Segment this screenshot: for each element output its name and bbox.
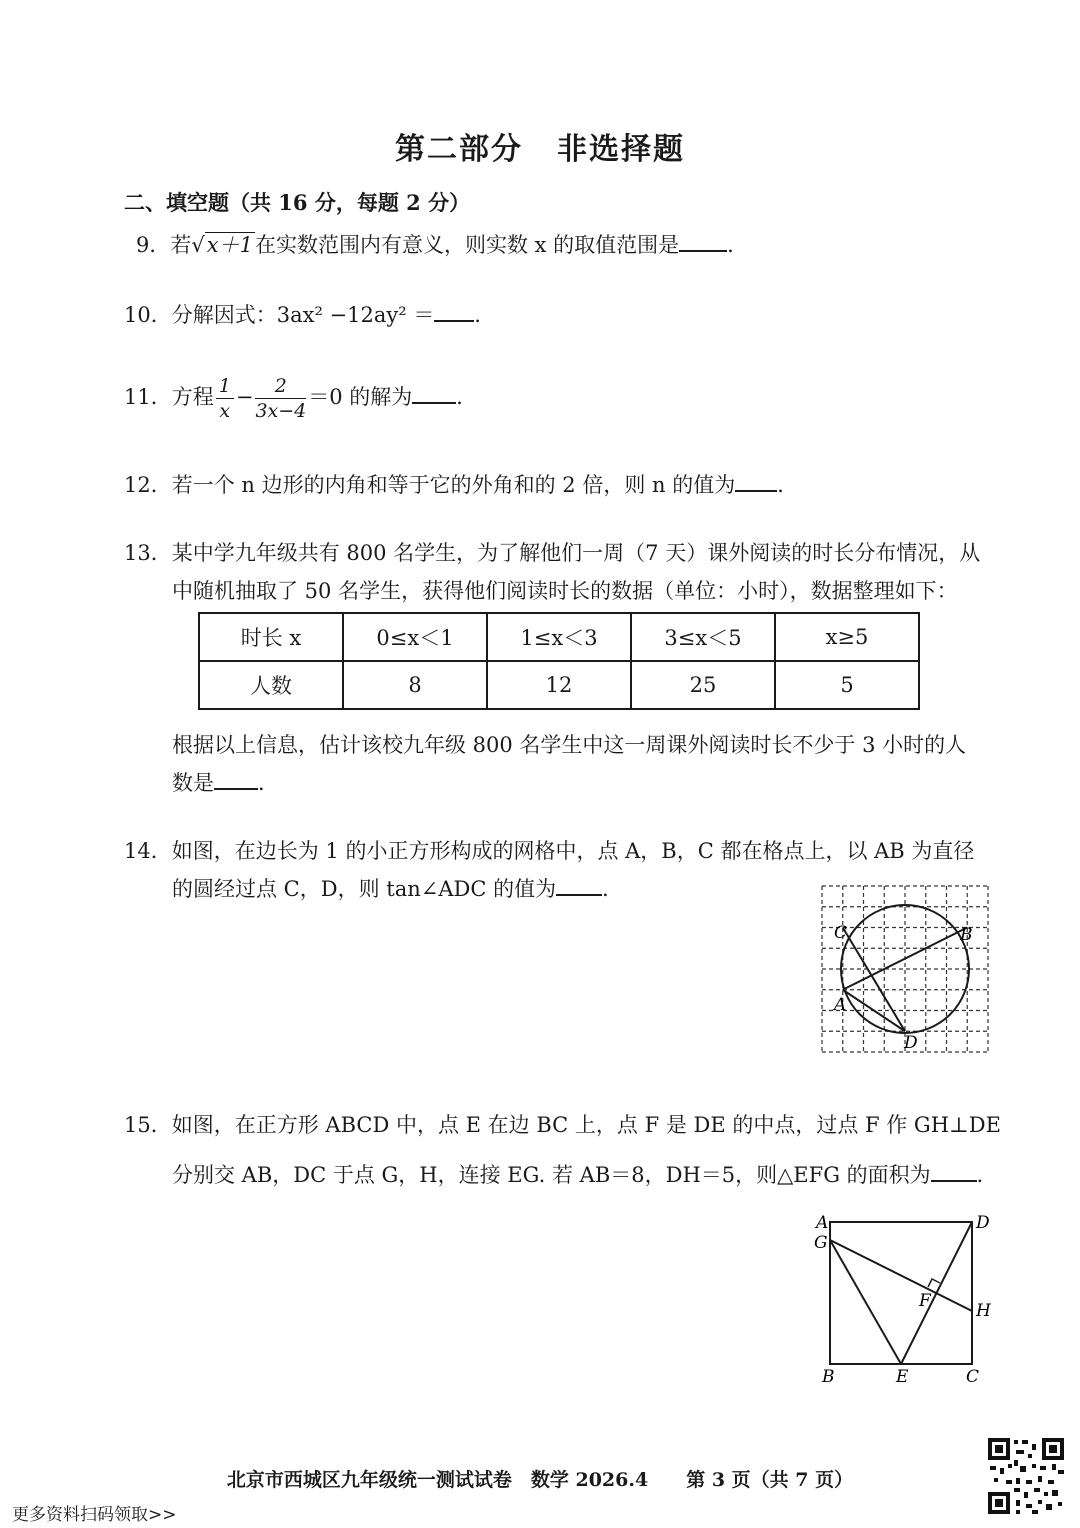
question-9: 9．若√x＋1在实数范围内有意义，则实数 x 的取值范围是 ． [136, 230, 748, 260]
right-angle-mark [928, 1279, 940, 1287]
q9-radicand: x＋1 [206, 233, 253, 257]
point-a-label: A [834, 995, 847, 1015]
fraction-2: $\frac{2}{3x-4}$ [255, 375, 307, 422]
table-cell: 人数 [199, 661, 343, 709]
q9-number: 9． [136, 233, 171, 257]
answer-blank[interactable] [735, 470, 777, 492]
question-15 [124, 1110, 1001, 1140]
answer-blank[interactable] [931, 1160, 977, 1182]
q12-end: ． [777, 473, 799, 497]
q10-number: 10． [124, 303, 172, 327]
q9-end: ． [727, 233, 749, 257]
table-cell: 8 [343, 661, 487, 709]
point-e-label: E [896, 1367, 909, 1387]
point-b-label: B [822, 1367, 835, 1387]
table-cell: x≥5 [775, 613, 919, 661]
section-heading: 二、填空题（共 16 分，每题 2 分） [124, 190, 471, 215]
answer-blank[interactable] [434, 300, 474, 322]
segment-cd [843, 928, 905, 1032]
table-cell: 3≤x＜5 [631, 613, 775, 661]
q15-end: ． [976, 1163, 998, 1187]
q11-pre: 方程 [171, 385, 214, 409]
question-11 [124, 374, 477, 423]
q13-line1: 某中学九年级共有 800 名学生，为了解他们一周（7 天）课外阅读的时长分布情况，从 [171, 541, 981, 565]
title-part1: 第二部分 [395, 132, 523, 167]
q13-number: 13． [124, 541, 172, 565]
reading-time-table [198, 612, 920, 710]
q11-text: ＝0 的解为 [308, 385, 413, 409]
q10-end: ． [474, 303, 496, 327]
q14-grid-figure [818, 882, 994, 1058]
point-f-label: F [919, 1291, 931, 1311]
q15-square-figure [812, 1208, 1002, 1388]
question-12 [124, 470, 798, 500]
point-c-label: C [966, 1367, 980, 1387]
answer-blank[interactable] [679, 230, 727, 252]
point-d-label: D [976, 1213, 990, 1233]
question-13 [124, 538, 980, 568]
q9-text: 在实数范围内有意义，则实数 x 的取值范围是 [254, 233, 680, 257]
table-cell: 0≤x＜1 [343, 613, 487, 661]
q15-line1: 如图，在正方形 ABCD 中，点 E 在边 BC 上，点 F 是 DE 的中点，过点 F 作 GH⊥DE [171, 1113, 1001, 1137]
q15-line2 [172, 1160, 998, 1190]
q14-line1: 如图，在边长为 1 的小正方形构成的网格中，点 A，B，C 都在格点上，以 AB 为直径 [171, 839, 975, 863]
answer-blank[interactable] [412, 382, 456, 404]
q14-line2 [172, 874, 623, 904]
page-footer: 北京市西城区九年级统一测试试卷 数学 2026.4 第 3 页（共 7 页） [226, 1469, 854, 1491]
table-cell: 时长 x [199, 613, 343, 661]
point-g-label: G [814, 1233, 828, 1253]
square-abcd [830, 1222, 972, 1364]
title-part2: 非选择题 [557, 132, 685, 167]
table-cell: 12 [487, 661, 631, 709]
q14-number: 14． [124, 839, 172, 863]
q14-line2-text: 的圆经过点 C，D，则 tan∠ADC 的值为 [172, 877, 557, 901]
q11-end: ． [456, 385, 478, 409]
q13-end: ． [258, 771, 279, 795]
q9-pre: 若 [170, 233, 192, 257]
point-h-label: H [976, 1301, 991, 1321]
answer-blank[interactable] [214, 768, 258, 790]
q13-line4-text: 数是 [172, 771, 214, 795]
q13-line2: 中随机抽取了 50 名学生，获得他们阅读时长的数据（单位：小时），数据整理如下： [172, 579, 958, 603]
point-d-label: D [904, 1033, 918, 1053]
grid-lines [822, 886, 988, 1052]
point-a-label: A [816, 1213, 829, 1233]
more-resources-link[interactable]: 更多资料扫码领取>> [12, 1505, 177, 1525]
q15-number: 15． [124, 1113, 172, 1137]
fraction-1: $\frac{1}{x}$ [216, 374, 234, 423]
q15-line2-text: 分别交 AB，DC 于点 G，H，连接 EG. 若 AB＝8，DH＝5，则△EFG 的面积为 [172, 1163, 931, 1187]
question-14 [124, 836, 974, 866]
q13-line3: 根据以上信息，估计该校九年级 800 名学生中这一周课外阅读时长不少于 3 小时的人 [172, 733, 967, 757]
q11-minus: − [235, 385, 254, 409]
q14-end: ． [602, 877, 624, 901]
table-cell: 1≤x＜3 [487, 613, 631, 661]
q13-line4 [172, 768, 279, 798]
q10-text: 分解因式：3ax² −12ay² ＝ [171, 303, 435, 327]
table-cell: 25 [631, 661, 775, 709]
q11-number: 11． [124, 385, 172, 409]
q12-number: 12． [124, 473, 172, 497]
answer-blank[interactable] [556, 874, 602, 896]
table-row [199, 661, 919, 709]
point-b-label: B [960, 925, 973, 945]
table-header-row [199, 613, 919, 661]
table-cell: 5 [775, 661, 919, 709]
point-c-label: C [834, 923, 848, 943]
q12-text: 若一个 n 边形的内角和等于它的外角和的 2 倍，则 n 的值为 [171, 473, 736, 497]
page-title [0, 124, 1080, 168]
question-10 [124, 300, 495, 330]
